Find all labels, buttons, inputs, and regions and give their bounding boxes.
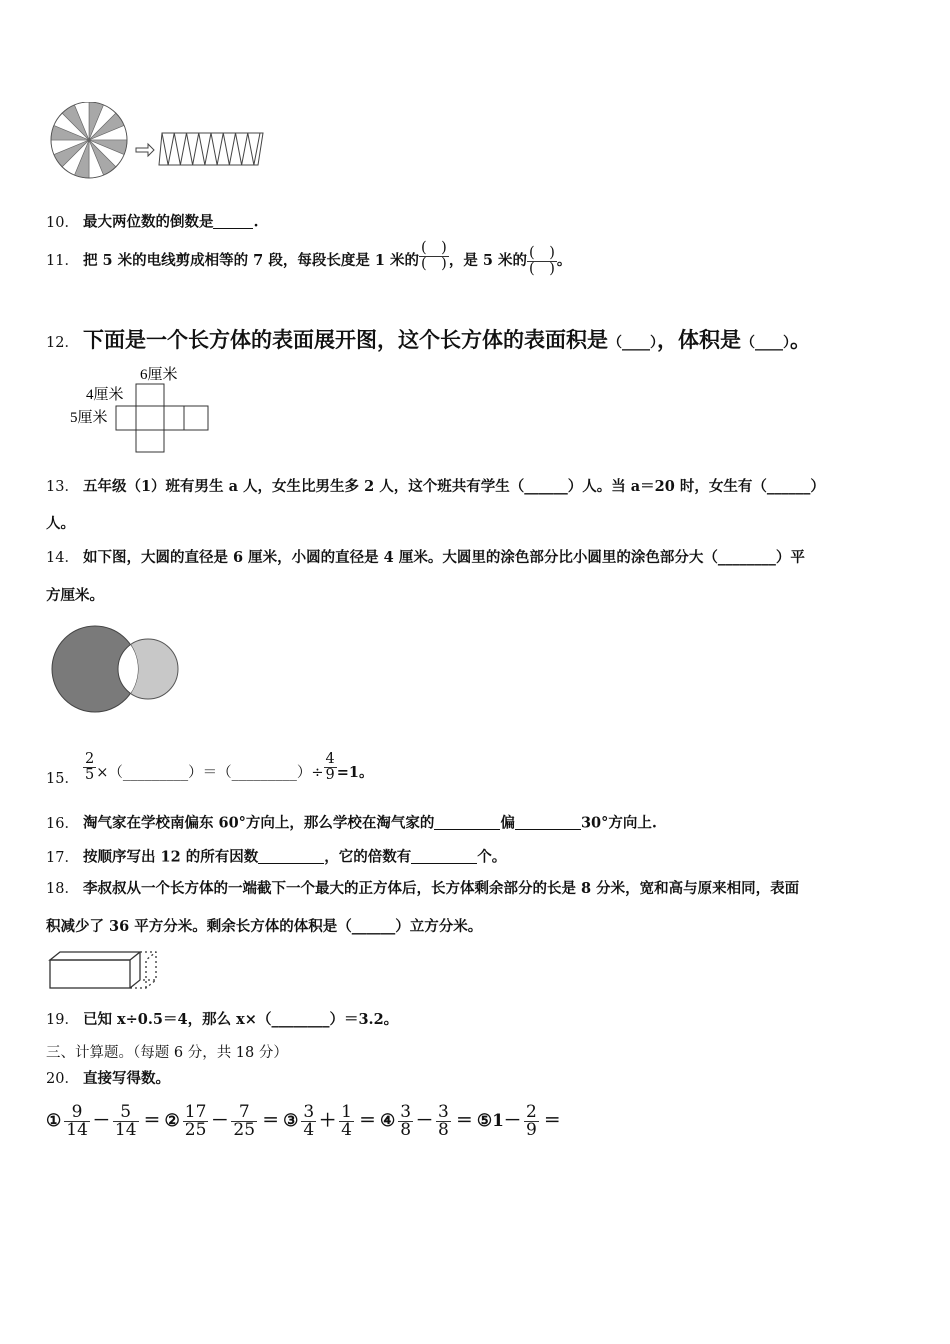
answer-fraction-1[interactable]: $\frac{( )}{( )}$	[421, 240, 447, 272]
calc-item-4	[379, 1102, 473, 1140]
question-13: 13． 五年级（1）班有男生 a 人，女生比男生多 2 人，这个班共有学生（______）人。当 a＝20 时，女生有（______）	[46, 478, 825, 495]
fraction	[64, 1104, 90, 1139]
fraction	[301, 1104, 316, 1139]
numerator: 2	[525, 1102, 537, 1122]
answer-blank[interactable]: （____）	[607, 335, 657, 351]
operator: －	[211, 1111, 229, 1131]
question-18: 18． 李叔叔从一个长方体的一端截下一个最大的正方体后，长方体剩余部分的长是 8 分米，宽和高与原来相同，表面	[46, 880, 800, 897]
rearranged-strip	[159, 133, 263, 165]
question-11: 11． 把 5 米的电线剪成相等的 7 段，每段长度是 1 米的 $\frac{( )}{( )}$ ，是 5 米的 $\frac{( )}{( )}$ 。	[46, 240, 572, 277]
answer-slot[interactable]: ＝	[262, 1111, 280, 1131]
denominator: 25	[233, 1120, 256, 1140]
operator: －	[503, 1111, 521, 1131]
arrow-icon	[136, 144, 154, 156]
numerator: 3	[303, 1102, 315, 1122]
denominator: 14	[114, 1120, 137, 1140]
operator: －	[92, 1111, 110, 1131]
answer-slot[interactable]: ＝	[358, 1111, 376, 1131]
question-16: 16． 淘气家在学校南偏东 60°方向上，那么学校在淘气家的 偏 30°方向上.	[46, 814, 657, 832]
answer-blank[interactable]	[213, 213, 253, 229]
cuboid-figure	[48, 948, 168, 992]
operator: －	[416, 1111, 434, 1131]
denominator: 25	[184, 1120, 207, 1140]
numerator: 1	[341, 1102, 352, 1122]
answer-blanks[interactable]: ×（_________）＝（_________）÷	[96, 765, 324, 781]
whole-number: 1	[492, 1111, 504, 1131]
operator: ＋	[319, 1111, 337, 1131]
question-19: 19． 已知 x÷0.5＝4，那么 x×（________）＝3.2。	[46, 1011, 399, 1028]
denominator: 8	[400, 1120, 412, 1140]
answer-blank[interactable]	[258, 848, 324, 864]
question-13-cont: 人。	[46, 515, 75, 532]
question-18-cont: 积减少了 36 平方分米。剩余长方体的体积是（______）立方分米。	[46, 918, 483, 935]
numerator: 17	[184, 1102, 207, 1122]
numerator: 3	[400, 1102, 412, 1122]
fraction	[231, 1104, 257, 1139]
question-20: 20． 直接写得数。	[46, 1070, 170, 1087]
fraction	[524, 1104, 539, 1139]
calc-item-5	[476, 1102, 561, 1140]
denominator: 4	[303, 1120, 315, 1140]
answer-blank[interactable]	[434, 814, 500, 830]
question-14-cont: 方厘米。	[46, 587, 104, 604]
answer-blank[interactable]	[411, 848, 477, 864]
denominator: 9	[525, 1120, 537, 1140]
item-mark: ⑤	[476, 1111, 493, 1131]
answer-blank[interactable]	[515, 814, 581, 830]
section-3-title: 三、计算题。（每题 6 分，共 18 分）	[46, 1045, 288, 1061]
question-14: 14． 如下图，大圆的直径是 6 厘米，小圆的直径是 4 厘米。大圆里的涂色部分比小圆里的涂色部分大（________）平	[46, 549, 805, 566]
fraction	[436, 1104, 451, 1139]
question-10: 10． 最大两位数的倒数是 .	[46, 213, 259, 231]
answer-blank[interactable]: （____）	[740, 335, 790, 351]
fraction	[113, 1104, 139, 1139]
label-5cm: 5厘米	[70, 410, 108, 426]
question-17: 17． 按顺序写出 12 的所有因数 ，它的倍数有 个。	[46, 848, 507, 866]
numerator: 9	[71, 1102, 83, 1122]
calc-item-1	[46, 1102, 161, 1140]
item-mark: ②	[164, 1111, 180, 1131]
label-4cm: 4厘米	[86, 387, 124, 403]
answer-fraction-2[interactable]: $\frac{( )}{( )}$	[529, 245, 555, 277]
numerator: 7	[238, 1102, 250, 1122]
denominator: 4	[341, 1120, 352, 1140]
question-15: 15． $\frac{2}{5}$ ×（_________）＝（_________）÷ $\frac{4}{9}$ =1。	[46, 751, 374, 787]
calc-item-2	[164, 1102, 280, 1140]
item-mark: ④	[379, 1111, 396, 1131]
question-12: 12． 下面是一个长方体的表面展开图，这个长方体的表面积是（____），体积是（____）。	[46, 327, 811, 352]
fraction-4-9: $\frac{4}{9}$	[325, 751, 335, 783]
fraction	[183, 1104, 209, 1139]
numerator: 3	[438, 1102, 449, 1122]
item-mark: ③	[283, 1111, 299, 1131]
answer-slot[interactable]: ＝	[455, 1111, 473, 1131]
calc-item-3	[283, 1102, 376, 1140]
calc-row	[46, 1104, 565, 1139]
answer-slot[interactable]: ＝	[143, 1111, 161, 1131]
denominator: 14	[66, 1120, 88, 1140]
fraction-2-5: $\frac{2}{5}$	[84, 751, 95, 783]
item-mark: ①	[46, 1111, 62, 1131]
fraction	[339, 1104, 354, 1139]
denominator: 8	[438, 1120, 449, 1140]
fraction	[398, 1104, 413, 1139]
cuboid-net-figure	[64, 364, 214, 456]
label-6cm: 6厘米	[140, 367, 178, 383]
numerator: 5	[120, 1102, 132, 1122]
overlapping-circles-figure	[50, 624, 182, 716]
circle-sector-figure	[50, 102, 270, 182]
answer-slot[interactable]: ＝	[543, 1111, 561, 1131]
